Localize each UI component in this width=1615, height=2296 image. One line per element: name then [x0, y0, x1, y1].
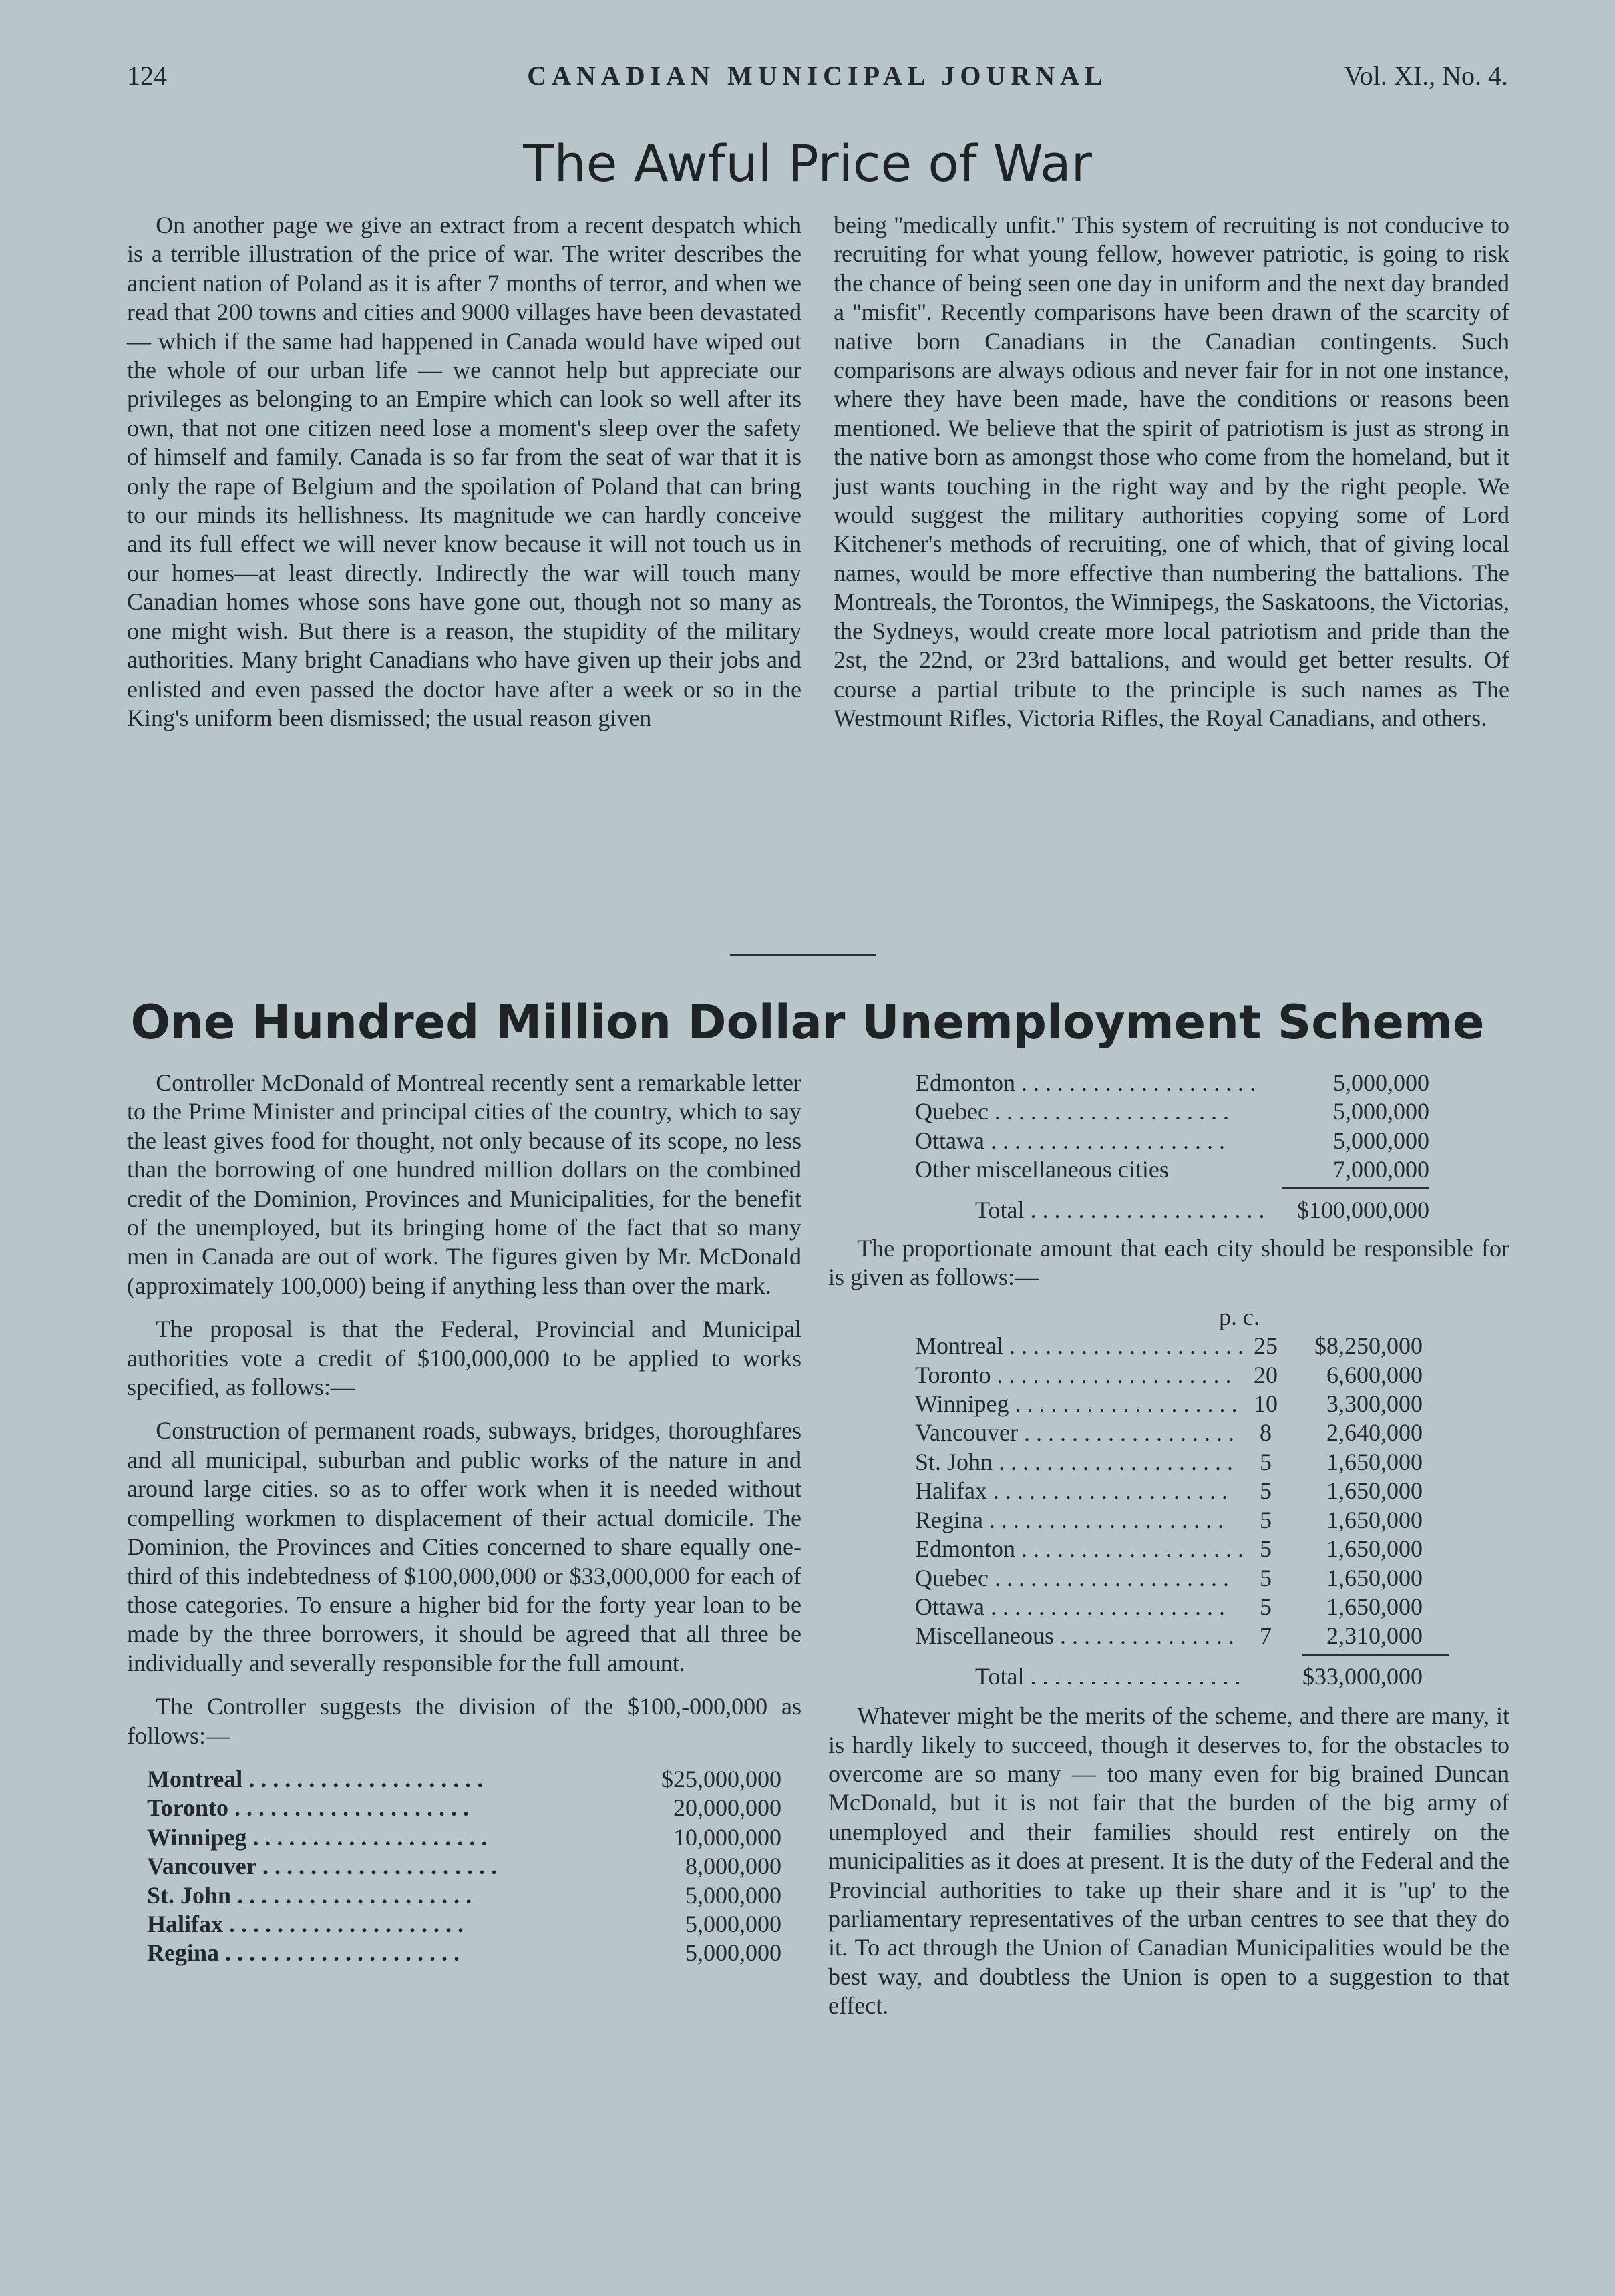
total-rule	[1302, 1654, 1449, 1662]
page-number: 124	[127, 61, 167, 91]
table-row: Vancouver . . . 8,000,000	[147, 1852, 781, 1881]
volume-issue: Vol. XI., No. 4.	[1344, 61, 1508, 91]
paragraph-division-intro: The Controller suggests the division of the $100,-000,000 as follows:—	[127, 1693, 801, 1749]
table-row: Ottawa . . . 5 1,650,000	[915, 1593, 1423, 1621]
paragraph-controller-letter: Controller McDonald of Montreal recently sent a remarkable letter to the Prime Minister and principal cities of the country, which to say the least gives food for thought, not only because of its scope, no less than the borrowing of one hundred million dollars on the combined credit of the Dominion, Provinces and Municipalities, for the benefit of the unemployed, but its bringing home of the fact that so many men in Canada are out of work. The figures given by Mr. McDonald (approximately 100,000) being if anything less than over the mark.	[127, 1069, 801, 1299]
war-paragraph-left: On another page we give an extract from a recent despatch which is a terrible illustration of the price of war. The writer describes the ancient nation of Poland as it is after 7 months of terror, and when we read that 200 towns and cities and 9000 villages have been devastated — which if the same had happened in Canada would have wiped out the whole of our urban life — we cannot help but appreciate our privileges as belonging to an Empire which can look so well after its own, that not one citizen need lose a moment's sleep over the safety of himself and family. Canada is so far from the seat of war that it is only the rape of Belgium and the spoilation of Poland that can bring to our minds its hellishness. Its magnitude we can hardly conceive and its full effect we will never know because it will not touch us in our homes—at least directly. Indirectly the war will touch many Canadian homes whose sons have gone out, though not so many as one might wish. But there is a reason, the stupidity of the military authorities. Many bright Canadians who have given up their jobs and enlisted and even passed the doctor have after a week or so in the King's uniform been dismissed; the usual reason given	[127, 212, 801, 731]
article-title-unemployment: One Hundred Million Dollar Unemployment Scheme	[130, 995, 1485, 1050]
table-row: Vancouver . . . 8 2,640,000	[915, 1418, 1423, 1447]
war-column-right	[834, 211, 1509, 733]
paragraph-proportion-intro: The proportionate amount that each city should be responsible for is given as follows:—	[828, 1235, 1509, 1291]
journal-title: CANADIAN MUNICIPAL JOURNAL	[527, 61, 1108, 91]
paragraph-proposal: The proposal is that the Federal, Provincial and Municipal authorities vote a credit of $100,000,000 to be applied to works specified, as follows:—	[127, 1316, 801, 1401]
table-row: St. John . . . 5,000,000	[147, 1881, 781, 1910]
table-row: Miscellaneous . . . 7 2,310,000	[915, 1621, 1423, 1650]
table-row: Ottawa . . . 5,000,000	[915, 1127, 1429, 1155]
table-row: Toronto . . . 20 6,600,000	[915, 1361, 1423, 1390]
article-title-war: The Awful Price of War	[523, 134, 1092, 193]
division-table-continued	[915, 1069, 1429, 1225]
war-column-left	[127, 211, 801, 733]
paragraph-construction: Construction of permanent roads, subways, bridges, thoroughfares and all municipal, suburban and public works of the nature in and around large cities. so as to offer work when it is needed without compelling workmen to displacement of their actual domicile. The Dominion, the Provinces and Cities concerned to share equally one-third of this indebtedness of $100,000,000 or $33,000,000 for each of those categories. To ensure a higher bid for the forty year loan to be made by the three borrowers, it should be agreed that all three be individually and severally responsible for the full amount.	[127, 1417, 801, 1676]
table-row: Edmonton . . . 5,000,000	[915, 1069, 1429, 1097]
running-header	[127, 60, 1508, 100]
section-divider	[730, 954, 876, 956]
table-row: Quebec . . . 5 1,650,000	[915, 1564, 1423, 1593]
table-row: Regina . . . 5,000,000	[147, 1939, 781, 1967]
table-row: Toronto . . . 20,000,000	[147, 1794, 781, 1823]
unemployment-column-right	[828, 1069, 1509, 2021]
table-row: Winnipeg . . . 10 3,300,000	[915, 1390, 1423, 1418]
proportion-total-row: Total . . . $33,000,000	[915, 1662, 1423, 1691]
table-row: Quebec . . . 5,000,000	[915, 1097, 1429, 1126]
table-row: Montreal . . . 25 $8,250,000	[915, 1332, 1423, 1360]
proportion-table	[915, 1303, 1423, 1691]
table-row: Halifax . . . 5,000,000	[147, 1910, 781, 1939]
division-total-row: Total . . . $100,000,000	[915, 1196, 1429, 1225]
total-rule	[1282, 1187, 1429, 1196]
table-row: Halifax . . . 5 1,650,000	[915, 1477, 1423, 1505]
war-paragraph-right: being ''medically unfit.'' This system of recruiting is not conducive to recruiting for what young fellow, however patriotic, is going to risk the chance of being seen one day in uniform and the next day branded a ''misfit''. Recently comparisons have been drawn of the scarcity of native born Canadians in the Canadian contingents. Such comparisons are always odious and never fair for in not one instance, where they have been made, have the conditions or reasons been mentioned. We believe that the spirit of patriotism is just as strong in the native born as amongst those who come from the homeland, but it just wants touching in the right way and by the right people. We would suggest the military authorities copying some of Lord Kitchener's methods of recruiting, one of which, that of giving local names, would be more effective than numbering the battalions. The Montreals, the Torontos, the Winnipegs, the Saskatoons, the Victorias, the Sydneys, would create more local patriotism and pride than the 2st, the 22nd, or 23rd battalions, and would get better results. Of course a partial tribute to the principle is such names as The Westmount Rifles, Victoria Rifles, the Royal Canadians, and others.	[834, 212, 1509, 731]
table-row: St. John . . . 5 1,650,000	[915, 1448, 1423, 1477]
table-row: Edmonton . . . 5 1,650,000	[915, 1535, 1423, 1563]
unemployment-column-left	[127, 1069, 801, 1968]
paragraph-closing: Whatever might be the merits of the scheme, and there are many, it is hardly likely to succeed, though it deserves to, for the obstacles to overcome are so many — too many even for big brained Duncan McDonald, but it is not fair that the burden of the big army of unemployed and their families should rest entirely on the municipalities as it does at present. It is the duty of the Federal and the Provincial authorities to take up their share and it is ''up' to the parliamentary representatives of the urban centres to see that they do it. To act through the Union of Canadian Municipalities would be the best way, and doubtless the Union is open to a suggestion to that effect.	[828, 1702, 1509, 2020]
table-row: Other miscellaneous cities 7,000,000	[915, 1156, 1429, 1183]
table-row: Winnipeg . . . 10,000,000	[147, 1823, 781, 1852]
table-row: Montreal . . . $25,000,000	[147, 1765, 781, 1794]
division-table	[147, 1765, 781, 1968]
pc-column-header: p. c.	[1219, 1303, 1260, 1330]
table-header	[915, 1303, 1423, 1332]
table-row: Regina . . . 5 1,650,000	[915, 1506, 1423, 1535]
